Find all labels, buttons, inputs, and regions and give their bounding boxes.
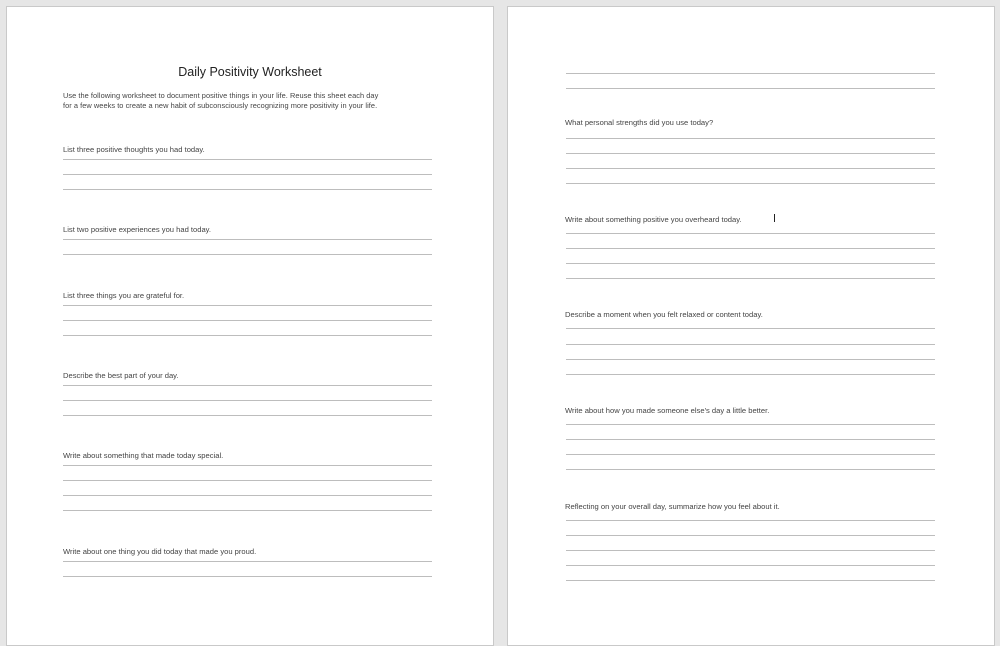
question-label: Reflecting on your overall day, summarize how you feel about it. — [565, 502, 780, 511]
answer-line[interactable] — [566, 580, 935, 581]
intro-paragraph — [63, 91, 463, 111]
answer-line[interactable] — [63, 174, 432, 175]
answer-line[interactable] — [63, 510, 432, 511]
answer-line[interactable] — [566, 520, 935, 521]
question-label: List two positive experiences you had today. — [63, 225, 212, 234]
answer-line[interactable] — [566, 183, 935, 184]
answer-line[interactable] — [63, 576, 432, 577]
answer-line[interactable] — [566, 550, 935, 551]
answer-line[interactable] — [566, 344, 935, 345]
question-label: What personal strengths did you use today? — [565, 118, 714, 127]
question-label: Describe a moment when you felt relaxed or content today. — [565, 310, 763, 319]
answer-line[interactable] — [566, 374, 935, 375]
document-title: Daily Positivity Worksheet — [178, 65, 322, 79]
answer-line[interactable] — [63, 159, 432, 160]
answer-line[interactable] — [63, 385, 432, 386]
answer-line[interactable] — [566, 263, 935, 264]
answer-line[interactable] — [566, 138, 935, 139]
answer-line[interactable] — [63, 189, 432, 190]
answer-line[interactable] — [63, 400, 432, 401]
answer-line[interactable] — [566, 565, 935, 566]
answer-line[interactable] — [566, 233, 935, 234]
answer-line[interactable] — [63, 239, 432, 240]
answer-line[interactable] — [63, 480, 432, 481]
answer-line[interactable] — [566, 454, 935, 455]
answer-line[interactable] — [63, 561, 432, 562]
answer-line[interactable] — [566, 248, 935, 249]
answer-line[interactable] — [566, 278, 935, 279]
answer-line[interactable] — [566, 153, 935, 154]
question-label: Write about how you made someone else's day a little better. — [565, 406, 770, 415]
answer-line[interactable] — [566, 328, 935, 329]
question-label: Write about something that made today special. — [63, 451, 224, 460]
answer-line[interactable] — [566, 168, 935, 169]
answer-line[interactable] — [63, 465, 432, 466]
question-label: Write about one thing you did today that made you proud. — [63, 547, 257, 556]
document-page-2[interactable] — [507, 6, 995, 646]
answer-line[interactable] — [566, 469, 935, 470]
text-cursor — [774, 214, 775, 222]
answer-line[interactable] — [566, 359, 935, 360]
answer-line[interactable] — [63, 254, 432, 255]
answer-line[interactable] — [63, 320, 432, 321]
answer-line[interactable] — [63, 495, 432, 496]
answer-line[interactable] — [566, 73, 935, 74]
intro-line-2: for a few weeks to create a new habit of subconsciously recognizing more positivity in your life. — [63, 101, 378, 110]
intro-line-1: Use the following worksheet to document positive things in your life. Reuse this sheet each day — [63, 91, 379, 100]
answer-line[interactable] — [566, 439, 935, 440]
answer-line[interactable] — [63, 305, 432, 306]
question-label: List three positive thoughts you had today. — [63, 145, 205, 154]
answer-line[interactable] — [566, 88, 935, 89]
question-label: Write about something positive you overheard today. — [565, 215, 742, 224]
question-label: List three things you are grateful for. — [63, 291, 185, 300]
answer-line[interactable] — [566, 424, 935, 425]
answer-line[interactable] — [63, 415, 432, 416]
answer-line[interactable] — [566, 535, 935, 536]
question-label: Describe the best part of your day. — [63, 371, 179, 380]
answer-line[interactable] — [63, 335, 432, 336]
document-page-1[interactable] — [6, 6, 494, 646]
